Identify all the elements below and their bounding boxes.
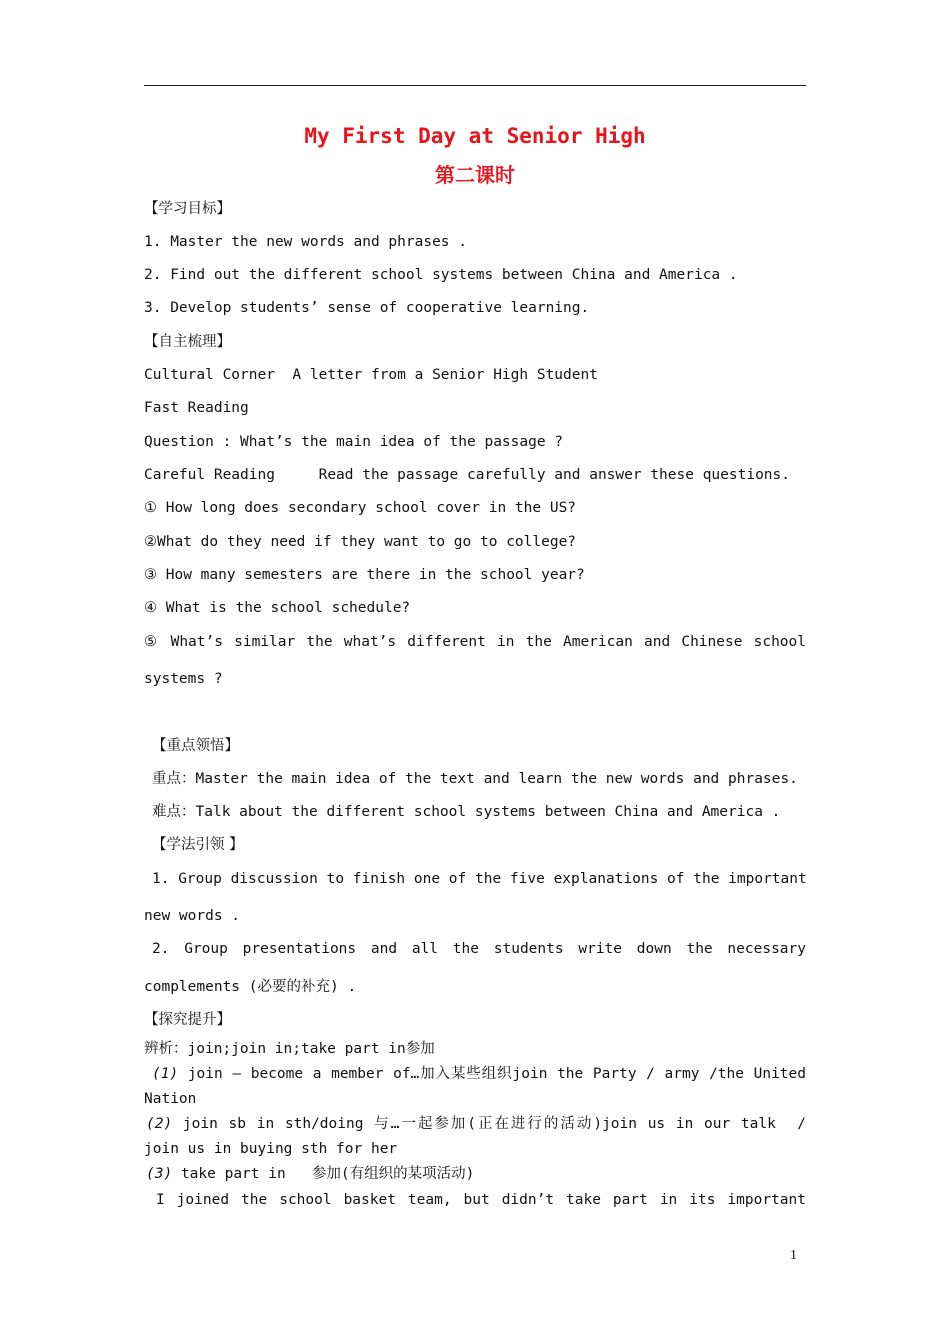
explore-point-2 bbox=[146, 1114, 806, 1134]
point-text: take part in 参加(有组织的某项活动) bbox=[180, 1166, 475, 1182]
objective-item: 1. Master the new words and phrases . bbox=[144, 234, 468, 250]
method-item: 2. Group presentations and all the students write down the necessary bbox=[152, 941, 806, 957]
self-study-line: Cultural Corner A letter from a Senior High Student bbox=[144, 367, 598, 383]
question-item: ③ How many semesters are there in the school year? bbox=[144, 567, 585, 583]
point-number: (3) bbox=[146, 1166, 173, 1182]
section-heading-objectives: 【学习目标】 bbox=[144, 201, 231, 217]
objective-item: 3. Develop students’ sense of cooperative learning. bbox=[144, 300, 590, 316]
explore-point-2-continued: join us in buying sth for her bbox=[144, 1141, 398, 1157]
section-heading-self-study: 【自主梳理】 bbox=[144, 334, 231, 350]
self-study-line: Careful Reading Read the passage carefully and answer these questions. bbox=[144, 467, 791, 483]
method-item-continued: complements (必要的补充) . bbox=[144, 979, 357, 995]
question-item: ① How long does secondary school cover in the US? bbox=[144, 500, 577, 516]
explore-point-1 bbox=[152, 1064, 806, 1084]
point-text: join — become a member of…加入某些组织join the Party / army /the United bbox=[187, 1066, 806, 1082]
explore-point-3 bbox=[146, 1164, 474, 1184]
question-item: ④ What is the school schedule? bbox=[144, 600, 411, 616]
section-heading-explore: 【探究提升】 bbox=[144, 1012, 231, 1028]
page-subtitle: 第二课时 bbox=[435, 163, 515, 187]
section-heading-key-points: 【重点领悟】 bbox=[152, 738, 239, 754]
section-heading-method: 【学法引领 】 bbox=[152, 837, 244, 853]
point-number: (1) bbox=[152, 1066, 179, 1082]
self-study-line: Question : What’s the main idea of the passage ? bbox=[144, 434, 564, 450]
point-number: (2) bbox=[146, 1116, 173, 1132]
header-rule bbox=[144, 85, 806, 86]
page-title: My First Day at Senior High bbox=[304, 124, 646, 148]
key-point: 重点：Master the main idea of the text and learn the new words and phrases. bbox=[152, 771, 798, 787]
self-study-line: Fast Reading bbox=[144, 400, 249, 416]
explore-point-1-continued: Nation bbox=[144, 1091, 197, 1107]
question-item: ⑤ What’s similar the what’s different in the American and Chinese school bbox=[144, 634, 806, 650]
page-number: 1 bbox=[790, 1248, 797, 1263]
explore-example: I joined the school basket team, but didn’t take part in its important bbox=[156, 1192, 806, 1208]
method-item-continued: new words . bbox=[144, 908, 241, 924]
question-item: ②What do they need if they want to go to college? bbox=[144, 534, 577, 550]
explore-intro: 辨析：join;join in;take part in参加 bbox=[144, 1041, 435, 1057]
question-item-continued: systems ? bbox=[144, 671, 223, 687]
objective-item: 2. Find out the different school systems between China and America . bbox=[144, 267, 738, 283]
difficult-point: 难点：Talk about the different school systems between China and America . bbox=[152, 804, 781, 820]
method-item: 1. Group discussion to finish one of the five explanations of the important bbox=[152, 871, 807, 887]
point-text: join sb in sth/doing 与…一起参加(正在进行的活动)join us in our talk / bbox=[182, 1116, 806, 1132]
